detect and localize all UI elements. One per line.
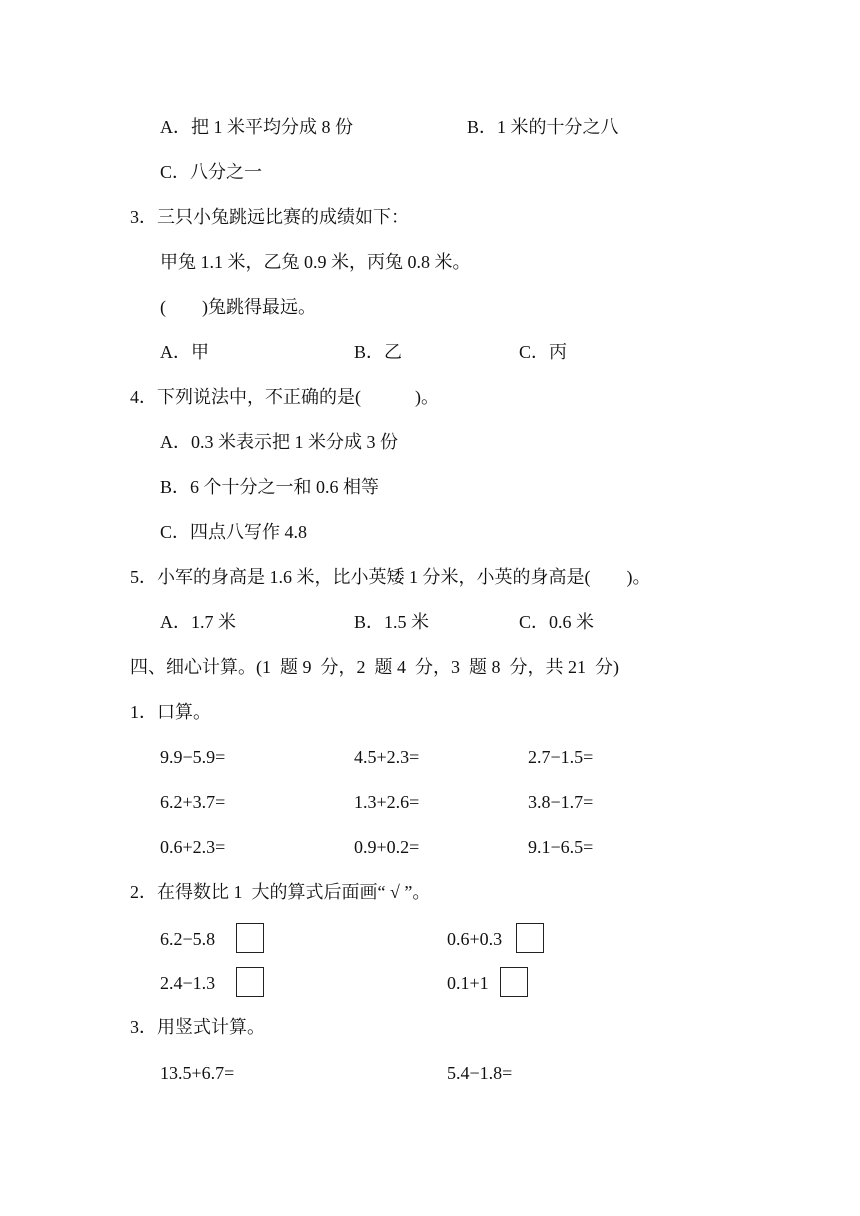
q5-option-c: C．0.6 米 [519, 612, 595, 632]
q3-stem: 3．三只小兔跳远比赛的成绩如下： [130, 207, 409, 227]
q5-stem: 5．小军的身高是 1.6 米，比小英矮 1 分米，小英的身高是( )。 [130, 567, 651, 587]
calc2-title: 2．在得数比 1 大的算式后面画“ √ ”。 [130, 882, 431, 902]
q5-option-b: B．1.5 米 [354, 612, 430, 632]
calc3-title: 3．用竖式计算。 [130, 1017, 265, 1037]
q3-option-b: B．乙 [354, 342, 403, 362]
q4-stem: 4．下列说法中，不正确的是( )。 [130, 387, 439, 407]
q3-option-c: C．丙 [519, 342, 568, 362]
q2-option-c: C．八分之一 [160, 162, 263, 182]
q3-option-a: A．甲 [160, 342, 209, 362]
section-title: 四、细心计算。(1 题 9 分，2 题 4 分，3 题 8 分，共 21 分) [130, 657, 619, 677]
answer-checkbox[interactable] [500, 967, 528, 997]
q2-option-b: B．1 米的十分之八 [467, 117, 619, 137]
q3-line2: ( )兔跳得最远。 [160, 297, 316, 317]
calc1-title: 1．口算。 [130, 702, 211, 722]
q4-option-b: B．6 个十分之一和 0.6 相等 [160, 477, 380, 497]
calc2-expression: 0.1+1 [447, 973, 489, 993]
calc2-expression: 0.6+0.3 [447, 929, 503, 949]
calc1-item: 0.6+2.3= [160, 837, 226, 857]
answer-checkbox[interactable] [236, 923, 264, 953]
calc3-item: 5.4−1.8= [447, 1063, 513, 1083]
calc1-item: 4.5+2.3= [354, 747, 420, 767]
calc1-item: 6.2+3.7= [160, 792, 226, 812]
answer-checkbox[interactable] [516, 923, 544, 953]
calc1-item: 9.1−6.5= [528, 837, 594, 857]
calc1-item: 1.3+2.6= [354, 792, 420, 812]
calc1-item: 2.7−1.5= [528, 747, 594, 767]
answer-checkbox[interactable] [236, 967, 264, 997]
calc3-item: 13.5+6.7= [160, 1063, 235, 1083]
q5-option-a: A．1.7 米 [160, 612, 236, 632]
calc1-item: 9.9−5.9= [160, 747, 226, 767]
calc1-item: 0.9+0.2= [354, 837, 420, 857]
calc1-item: 3.8−1.7= [528, 792, 594, 812]
q3-line1: 甲兔 1.1 米，乙兔 0.9 米，丙兔 0.8 米。 [160, 252, 471, 272]
q4-option-a: A．0.3 米表示把 1 米分成 3 份 [160, 432, 398, 452]
q2-option-a: A．把 1 米平均分成 8 份 [160, 117, 353, 137]
q4-option-c: C．四点八写作 4.8 [160, 522, 308, 542]
calc2-expression: 6.2−5.8 [160, 929, 216, 949]
calc2-expression: 2.4−1.3 [160, 973, 216, 993]
